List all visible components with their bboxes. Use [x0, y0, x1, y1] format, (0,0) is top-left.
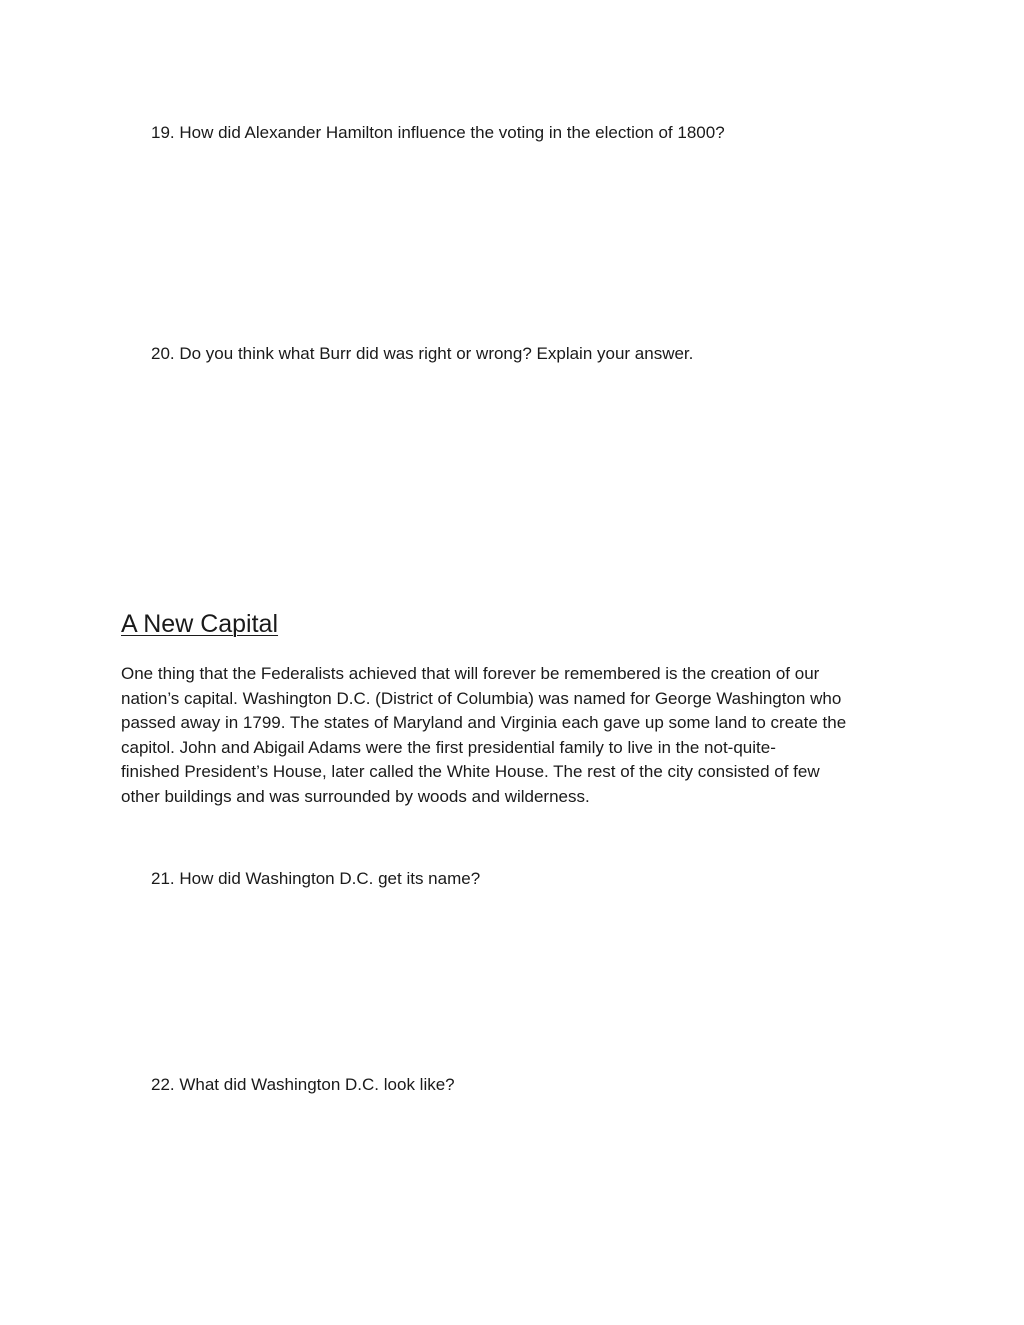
question-20: 20. Do you think what Burr did was right or wrong? Explain your answer. [151, 344, 694, 363]
section-heading: A New Capital [121, 610, 279, 638]
passage-line: passed away in 1799. The states of Maryland and Virginia each gave up some land to create the [121, 713, 847, 732]
question-19: 19. How did Alexander Hamilton influence the voting in the election of 1800? [151, 123, 725, 142]
passage-line: One thing that the Federalists achieved that will forever be remembered is the creation of our [121, 664, 820, 683]
question-21: 21. How did Washington D.C. get its name? [151, 869, 481, 888]
passage-line: other buildings and was surrounded by woods and wilderness. [121, 786, 590, 806]
passage-line: nation’s capital. Washington D.C. (District of Columbia) was named for George Washington who [121, 688, 842, 708]
passage-line: capitol. John and Abigail Adams were the first presidential family to live in the not-quite- [121, 737, 776, 757]
passage-line: finished President’s House, later called the White House. The rest of the city consisted of few [121, 762, 820, 781]
question-22: 22. What did Washington D.C. look like? [151, 1075, 455, 1094]
reading-passage [121, 662, 921, 809]
